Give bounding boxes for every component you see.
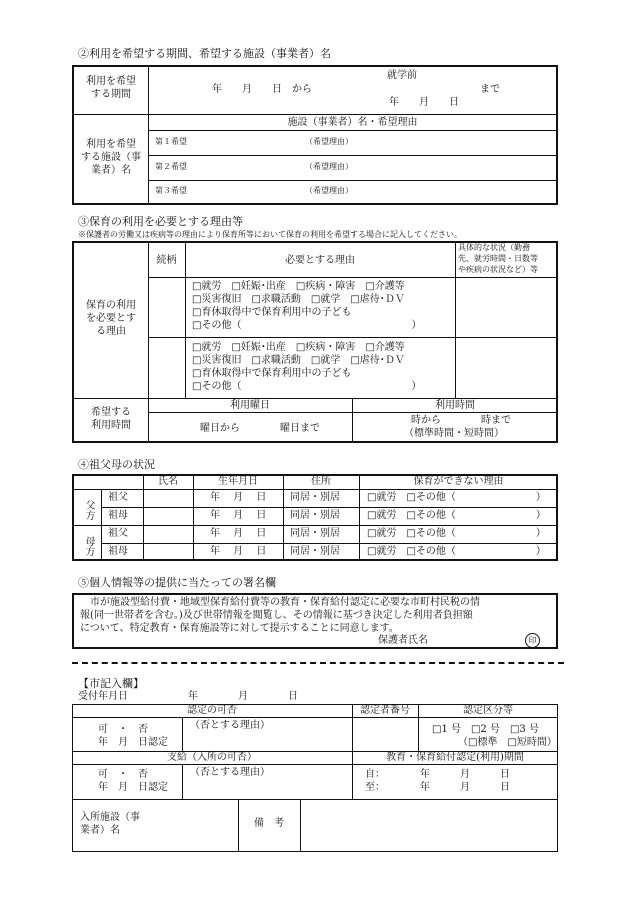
- gp-relation: 祖母: [108, 546, 128, 557]
- gp-relation: 祖父: [108, 528, 128, 539]
- time-label: 希望する: [91, 407, 131, 418]
- reason-options-line[interactable]: □育休取得中で保育利用中の子ども: [192, 368, 352, 379]
- gp-birth: 年 月 日: [210, 492, 267, 503]
- section3-heading: ③保育の利用を必要とする理由等: [78, 215, 243, 228]
- reason-options-line[interactable]: □育休取得中で保育利用中の子ども: [192, 307, 352, 318]
- period-from: 年 月 日 から: [212, 84, 312, 95]
- period-until: まで: [480, 84, 500, 95]
- city-heading: 【市記入欄】: [78, 677, 144, 690]
- gp-reason[interactable]: □就労 □その他（ ）: [367, 492, 546, 503]
- gp-address[interactable]: 同居・別居: [290, 510, 340, 521]
- hours-value: 時から 時まで: [411, 415, 511, 426]
- cert-yes-no: 可 ・ 否: [98, 724, 148, 735]
- admitted-facility-label: 入所施設（事: [80, 812, 140, 823]
- period-to: 至：: [365, 782, 385, 793]
- period-label: 利用を希望: [86, 76, 136, 87]
- reason-options-line[interactable]: □就労 □妊娠･出産 □疾病・障害 □介護等: [192, 281, 405, 292]
- gp-reason[interactable]: □就労 □その他（ ）: [367, 546, 546, 557]
- reason-options-line[interactable]: □就労 □妊娠･出産 □疾病・障害 □介護等: [192, 342, 405, 353]
- reason-options-line[interactable]: □災害復旧 □求職活動 □就学 □虐待･ＤＶ: [192, 355, 405, 366]
- relation-header: 続柄: [156, 255, 177, 266]
- gp-reason[interactable]: □就労 □その他（ ）: [367, 510, 546, 521]
- gp-address[interactable]: 同居・別居: [290, 492, 340, 503]
- pay-header: 支給（入所の可否）: [167, 752, 257, 763]
- section5-heading: ⑤個人情報等の提供に当たっての署名欄: [78, 576, 276, 589]
- reason-options-line[interactable]: □その他（ ）: [192, 381, 422, 392]
- col-reason: 保育ができない理由: [413, 476, 504, 487]
- side-father: 父方: [83, 500, 94, 520]
- days-value: 曜日から 曜日まで: [200, 423, 320, 434]
- cut-line: [72, 662, 564, 664]
- period-end-date: 年 月 日: [389, 97, 459, 108]
- section2-heading: ②利用を希望する期間、希望する施設（事業者）名: [78, 47, 331, 60]
- choice-reason: （希望理由）: [305, 137, 353, 146]
- reason-row-label: 保育の利用: [86, 300, 136, 311]
- hours-header: 利用時間: [435, 400, 475, 411]
- gp-birth: 年 月 日: [210, 546, 267, 557]
- specific-header: 具体的な状況（勤務: [458, 243, 530, 252]
- gp-relation: 祖父: [108, 492, 128, 503]
- cert-class-time: （□標準 □短時間）: [458, 737, 557, 748]
- pay-deny-reason: （否とする理由）: [190, 767, 270, 778]
- cert-header: 認定の可否: [187, 705, 237, 716]
- cert-class-options: □1 号 □2 号 □3 号: [432, 724, 539, 735]
- cert-number-header: 認定者番号: [360, 705, 410, 716]
- received-date: 受付年月日 年 月 日: [78, 691, 298, 702]
- period-header: 教育・保育給付認定(利用)期間: [386, 752, 524, 763]
- seal-mark: 印: [525, 633, 540, 648]
- period-from: 自：: [365, 769, 385, 780]
- gp-address[interactable]: 同居・別居: [290, 528, 340, 539]
- gp-birth: 年 月 日: [210, 510, 267, 521]
- preschool-label: 就学前: [387, 70, 417, 81]
- pay-yes-no: 可 ・ 否: [98, 769, 148, 780]
- col-address: 住所: [311, 476, 331, 487]
- choice-reason: （希望理由）: [305, 186, 353, 195]
- reason-options-line[interactable]: □その他（ ）: [192, 320, 422, 331]
- reason-options-line[interactable]: □災害復旧 □求職活動 □就学 □虐待･ＤＶ: [192, 294, 405, 305]
- gp-birth: 年 月 日: [210, 528, 267, 539]
- col-name: 氏名: [158, 476, 178, 487]
- section3-note: ※保護者の労働又は疾病等の理由により保育所等において保育の利用を希望する場合に記入してください。: [78, 230, 462, 239]
- side-mother: 母方: [83, 536, 94, 556]
- choice-reason: （希望理由）: [305, 162, 353, 171]
- gp-relation: 祖母: [108, 510, 128, 521]
- cert-class-header: 認定区分等: [463, 705, 513, 716]
- col-birth: 生年月日: [218, 476, 258, 487]
- facility-header: 施設（事業者）名・希望理由: [287, 117, 418, 128]
- hours-note: （標準時間・短時間）: [404, 428, 504, 439]
- remarks-label: 備 考: [254, 818, 284, 829]
- consent-text: 市が施設型給付費・地域型保育給付費等の教育・保育給付認定に必要な市町村民税の情: [80, 597, 480, 608]
- facility-label: 利用を希望: [86, 139, 136, 150]
- gp-reason[interactable]: □就労 □その他（ ）: [367, 528, 546, 539]
- choice-label: 第１希望: [155, 137, 187, 146]
- cert-deny-reason: （否とする理由）: [190, 720, 270, 731]
- gp-address[interactable]: 同居・別居: [290, 546, 340, 557]
- reason-header: 必要とする理由: [285, 255, 355, 266]
- section4-heading: ④祖父母の状況: [78, 458, 155, 471]
- days-header: 利用曜日: [230, 400, 270, 411]
- pay-date: 年 月 日認定: [98, 782, 168, 793]
- signature-label: 保護者氏名: [378, 635, 428, 646]
- choice-label: 第３希望: [155, 186, 187, 195]
- choice-label: 第２希望: [155, 162, 187, 171]
- cert-date: 年 月 日認定: [98, 737, 168, 748]
